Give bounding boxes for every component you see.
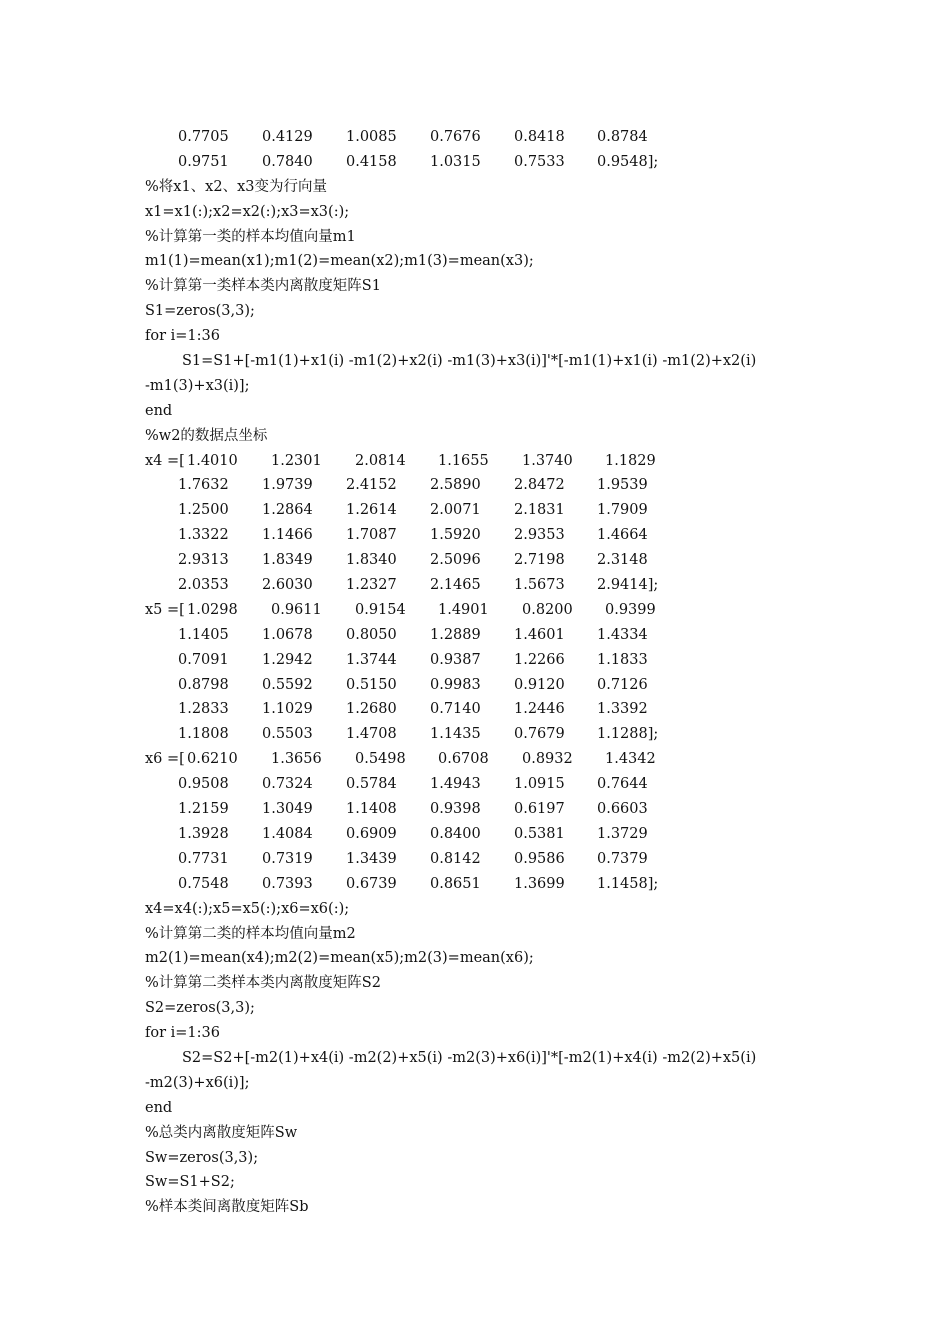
code-comment: %计算第一类的样本均值向量m1	[145, 228, 356, 245]
matrix-value: 0.8651	[430, 875, 481, 892]
matrix-value: 1.3322	[178, 527, 229, 544]
matrix-value: 0.9120	[514, 676, 565, 693]
matrix-value: 1.4943	[430, 776, 481, 793]
code-line: Sw=zeros(3,3);	[145, 1149, 259, 1166]
matrix-value: 0.7548	[178, 875, 229, 892]
matrix-value: 1.1466	[262, 527, 313, 544]
matrix-value: 1.2266	[514, 651, 565, 668]
matrix-value: 1.3729	[597, 825, 648, 842]
matrix-value: 0.9751	[178, 153, 229, 170]
matrix-value: 1.0298	[187, 601, 238, 618]
matrix-value: 1.2500	[178, 502, 229, 519]
matrix-value: 1.0085	[346, 129, 397, 145]
code-line: end	[145, 1099, 173, 1116]
code-listing	[145, 125, 845, 1220]
matrix-value: 1.4084	[262, 825, 313, 842]
matrix-value: 0.7126	[597, 676, 648, 693]
matrix-value: 1.0678	[262, 626, 313, 643]
matrix-row	[145, 847, 845, 872]
matrix-value: 1.0315	[430, 153, 481, 170]
matrix-row	[145, 648, 845, 673]
matrix-value: 2.8472	[514, 477, 565, 494]
code-comment: %计算第二类样本类内离散度矩阵S2	[145, 975, 381, 992]
matrix-value: 2.9414];	[597, 577, 659, 594]
matrix-value: 0.9983	[430, 676, 481, 693]
matrix-assignment: x4 =[	[145, 452, 185, 469]
matrix-value: 0.9508	[178, 776, 229, 793]
matrix-value: 1.3928	[178, 825, 229, 842]
matrix-value: 2.9313	[178, 552, 229, 569]
code-comment: %样本类间离散度矩阵Sb	[145, 1199, 309, 1216]
code-comment: %将x1、x2、x3变为行向量	[145, 178, 327, 195]
matrix-value: 0.6210	[187, 751, 238, 768]
matrix-value: 0.5592	[262, 676, 313, 693]
matrix-value: 1.1829	[605, 452, 656, 469]
code-comment: %总类内离散度矩阵Sw	[145, 1124, 298, 1141]
matrix-value: 1.3392	[597, 701, 648, 718]
code-line: x4=x4(:);x5=x5(:);x6=x6(:);	[145, 900, 350, 917]
matrix-value: 2.0071	[430, 502, 481, 519]
matrix-row	[145, 523, 845, 548]
matrix-value: 1.1408	[346, 801, 397, 818]
matrix-value: 1.9539	[597, 477, 648, 494]
matrix-value: 0.5381	[514, 825, 565, 842]
matrix-value: 2.0353	[178, 577, 229, 594]
matrix-value: 0.7319	[262, 850, 313, 867]
matrix-row	[145, 872, 845, 897]
matrix-value: 1.2446	[514, 701, 565, 718]
code-line: x1=x1(:);x2=x2(:);x3=x3(:);	[145, 203, 350, 220]
matrix-value: 1.1435	[430, 726, 481, 743]
matrix-row	[145, 449, 845, 474]
matrix-value: 0.9399	[605, 601, 656, 618]
matrix-row	[145, 673, 845, 698]
matrix-value: 1.4342	[605, 751, 656, 768]
matrix-value: 0.7705	[178, 129, 229, 145]
matrix-value: 1.1288];	[597, 726, 659, 743]
matrix-value: 1.5920	[430, 527, 481, 544]
matrix-value: 1.1655	[438, 452, 489, 469]
matrix-value: 2.7198	[514, 552, 565, 569]
matrix-value: 1.2680	[346, 701, 397, 718]
matrix-value: 1.1458];	[597, 875, 659, 892]
matrix-value: 0.6708	[438, 751, 489, 768]
matrix-value: 0.8418	[514, 129, 565, 145]
matrix-row	[145, 797, 845, 822]
matrix-value: 1.1833	[597, 651, 648, 668]
matrix-value: 0.7840	[262, 153, 313, 170]
code-line: -m1(3)+x3(i)];	[145, 377, 250, 394]
matrix-value: 1.1405	[178, 626, 229, 643]
matrix-value: 0.8798	[178, 676, 229, 693]
matrix-value: 0.7379	[597, 850, 648, 867]
matrix-value: 0.8050	[346, 626, 397, 643]
matrix-value: 0.9548];	[597, 153, 659, 170]
matrix-value: 2.0814	[355, 452, 406, 469]
matrix-value: 1.2889	[430, 626, 481, 643]
matrix-value: 0.9398	[430, 801, 481, 818]
matrix-value: 1.2864	[262, 502, 313, 519]
matrix-value: 0.5503	[262, 726, 313, 743]
matrix-value: 1.4334	[597, 626, 648, 643]
matrix-value: 1.2327	[346, 577, 397, 594]
code-line: S2=zeros(3,3);	[145, 1000, 255, 1017]
matrix-value: 0.7676	[430, 129, 481, 145]
matrix-value: 1.4601	[514, 626, 565, 643]
matrix-value: 1.7632	[178, 477, 229, 494]
code-line: m2(1)=mean(x4);m2(2)=mean(x5);m2(3)=mean(x6);	[145, 950, 534, 967]
matrix-value: 1.8340	[346, 552, 397, 569]
matrix-value: 1.3699	[514, 875, 565, 892]
code-comment: %w2的数据点坐标	[145, 427, 268, 444]
matrix-value: 0.9611	[271, 601, 322, 618]
matrix-value: 2.5890	[430, 477, 481, 494]
matrix-value: 1.7909	[597, 502, 648, 519]
matrix-value: 0.7393	[262, 875, 313, 892]
matrix-value: 0.7731	[178, 850, 229, 867]
matrix-value: 0.6739	[346, 875, 397, 892]
code-comment: %计算第二类的样本均值向量m2	[145, 925, 356, 942]
matrix-value: 0.7679	[514, 726, 565, 743]
code-line: end	[145, 402, 173, 419]
code-line: S1=zeros(3,3);	[145, 303, 255, 320]
matrix-value: 1.1808	[178, 726, 229, 743]
matrix-assignment: x5 =[	[145, 601, 185, 618]
matrix-value: 1.2942	[262, 651, 313, 668]
matrix-value: 0.9154	[355, 601, 406, 618]
matrix-value: 0.8932	[522, 751, 573, 768]
code-line: S2=S2+[-m2(1)+x4(i) -m2(2)+x5(i) -m2(3)+x6(i)]'*[-m2(1)+x4(i) -m2(2)+x5(i)	[182, 1049, 757, 1066]
matrix-value: 1.3439	[346, 850, 397, 867]
matrix-value: 0.7533	[514, 153, 565, 170]
matrix-value: 1.2614	[346, 502, 397, 519]
matrix-value: 0.6909	[346, 825, 397, 842]
matrix-value: 1.1029	[262, 701, 313, 718]
code-line: m1(1)=mean(x1);m1(2)=mean(x2);m1(3)=mean(x3);	[145, 253, 534, 270]
matrix-row	[145, 722, 845, 747]
matrix-value: 2.3148	[597, 552, 648, 569]
matrix-row	[145, 573, 845, 598]
matrix-row	[145, 697, 845, 722]
matrix-value: 0.7644	[597, 776, 648, 793]
matrix-value: 0.7324	[262, 776, 313, 793]
matrix-value: 1.3049	[262, 801, 313, 818]
code-comment: %计算第一类样本类内离散度矩阵S1	[145, 278, 381, 295]
matrix-value: 1.3740	[522, 452, 573, 469]
matrix-value: 1.2301	[271, 452, 322, 469]
matrix-row	[145, 822, 845, 847]
code-line: Sw=S1+S2;	[145, 1174, 235, 1191]
matrix-value: 2.6030	[262, 577, 313, 594]
matrix-row	[145, 548, 845, 573]
matrix-value: 0.5784	[346, 776, 397, 793]
matrix-value: 0.8784	[597, 129, 648, 145]
matrix-value: 0.9387	[430, 651, 481, 668]
matrix-value: 1.7087	[346, 527, 397, 544]
matrix-value: 2.9353	[514, 527, 565, 544]
matrix-value: 0.6603	[597, 801, 648, 818]
matrix-row	[145, 772, 845, 797]
matrix-value: 1.3744	[346, 651, 397, 668]
matrix-value: 1.4664	[597, 527, 648, 544]
matrix-value: 2.4152	[346, 477, 397, 494]
matrix-value: 2.1465	[430, 577, 481, 594]
matrix-value: 1.9739	[262, 477, 313, 494]
matrix-value: 1.5673	[514, 577, 565, 594]
matrix-value: 0.4129	[262, 129, 313, 145]
matrix-value: 1.0915	[514, 776, 565, 793]
matrix-row	[145, 598, 845, 623]
code-line: for i=1:36	[145, 1025, 220, 1042]
matrix-value: 1.4010	[187, 452, 238, 469]
matrix-value: 1.8349	[262, 552, 313, 569]
matrix-value: 0.8142	[430, 850, 481, 867]
matrix-value: 2.1831	[514, 502, 565, 519]
code-line: S1=S1+[-m1(1)+x1(i) -m1(2)+x2(i) -m1(3)+x3(i)]'*[-m1(1)+x1(i) -m1(2)+x2(i)	[182, 353, 757, 370]
matrix-value: 1.3656	[271, 751, 322, 768]
matrix-value: 1.4901	[438, 601, 489, 618]
matrix-row	[145, 747, 845, 772]
matrix-row	[145, 623, 845, 648]
matrix-row	[145, 125, 845, 150]
matrix-value: 2.5096	[430, 552, 481, 569]
code-line: -m2(3)+x6(i)];	[145, 1074, 250, 1091]
matrix-value: 0.8200	[522, 601, 573, 618]
matrix-value: 1.4708	[346, 726, 397, 743]
code-line: for i=1:36	[145, 328, 220, 345]
matrix-value: 0.5498	[355, 751, 406, 768]
matrix-value: 0.7140	[430, 701, 481, 718]
matrix-value: 0.9586	[514, 850, 565, 867]
matrix-row	[145, 498, 845, 523]
matrix-value: 1.2159	[178, 801, 229, 818]
matrix-value: 0.5150	[346, 676, 397, 693]
matrix-value: 0.6197	[514, 801, 565, 818]
matrix-row	[145, 473, 845, 498]
matrix-value: 0.4158	[346, 153, 397, 170]
matrix-value: 1.2833	[178, 701, 229, 718]
matrix-value: 0.7091	[178, 651, 229, 668]
matrix-row	[145, 150, 845, 175]
matrix-assignment: x6 =[	[145, 751, 185, 768]
matrix-value: 0.8400	[430, 825, 481, 842]
